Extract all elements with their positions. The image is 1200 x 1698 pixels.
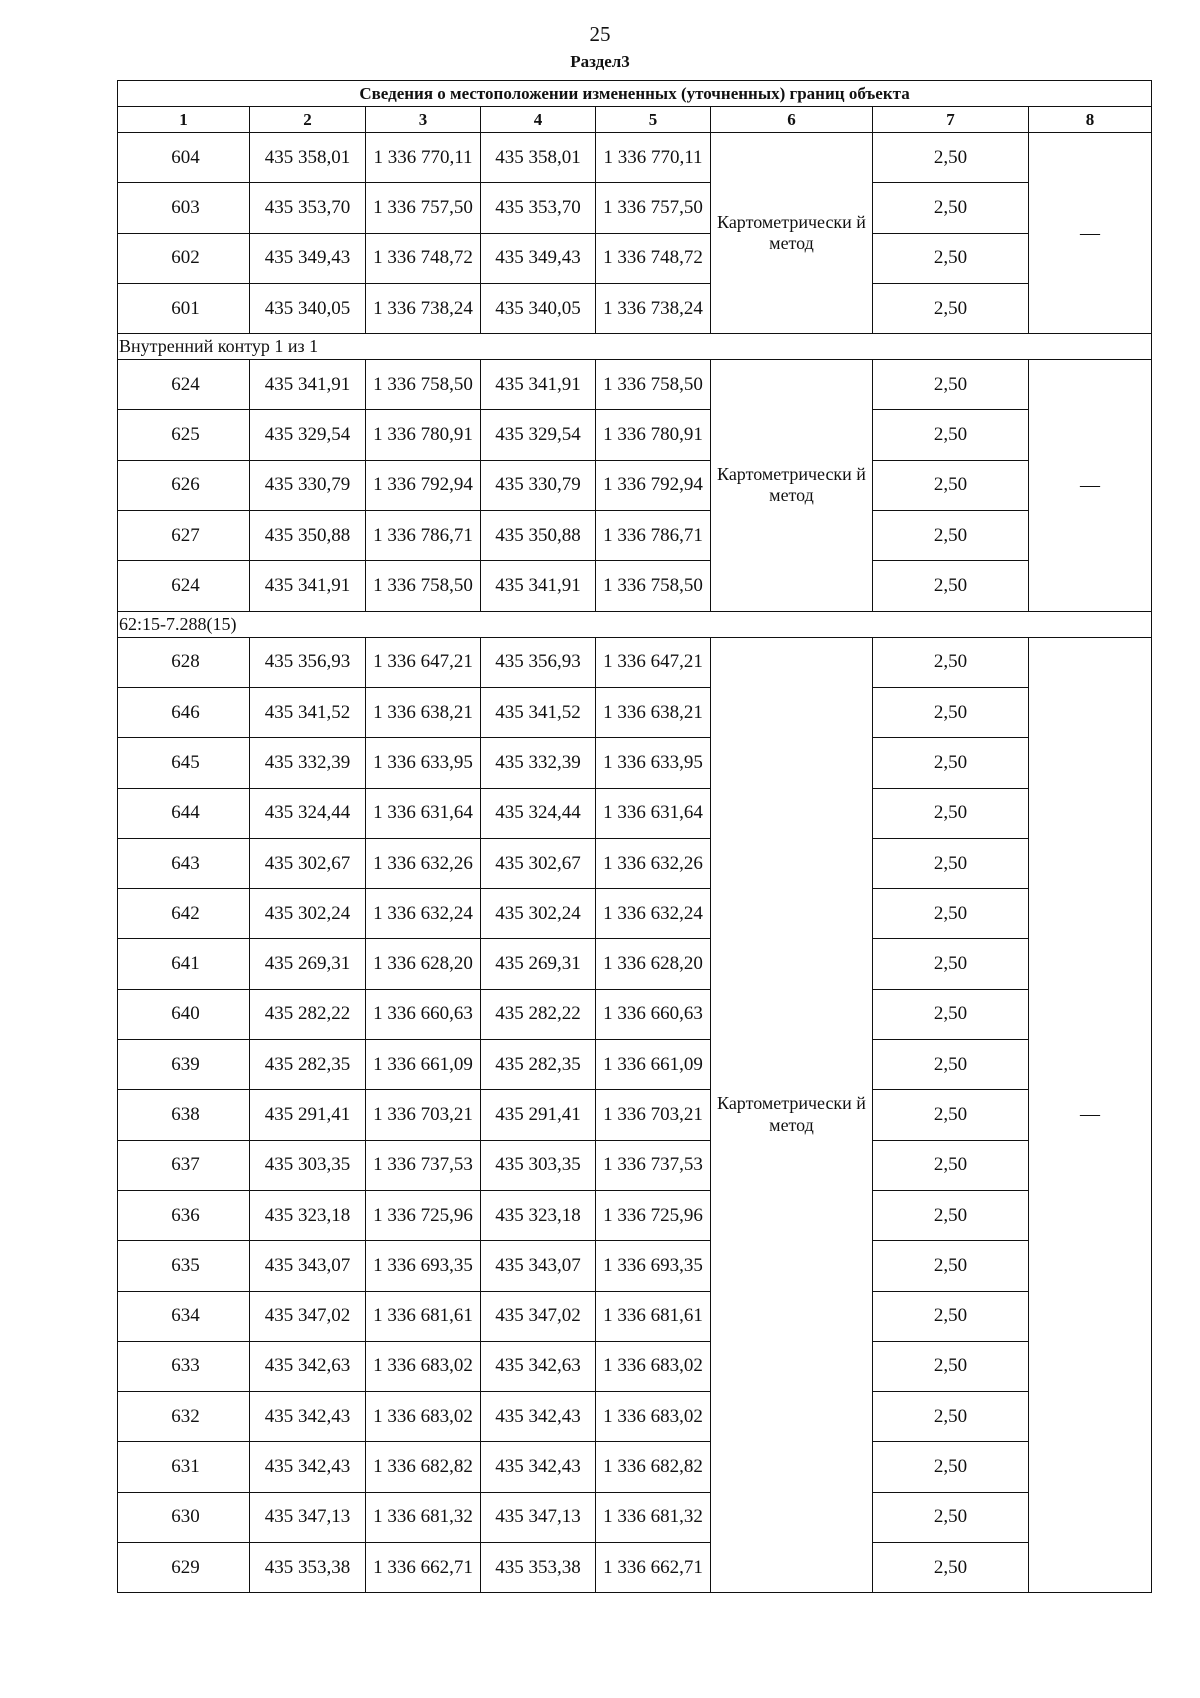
x-new-cell: 435 353,38	[481, 1543, 596, 1593]
y-new-cell: 1 336 757,50	[596, 183, 711, 233]
y-new-cell: 1 336 647,21	[596, 637, 711, 687]
y-existing-cell: 1 336 662,71	[366, 1543, 481, 1593]
point-number-cell: 634	[118, 1291, 250, 1341]
table-row	[118, 1241, 1152, 1291]
precision-cell: 2,50	[873, 989, 1029, 1039]
y-existing-cell: 1 336 786,71	[366, 511, 481, 561]
y-new-cell: 1 336 682,82	[596, 1442, 711, 1492]
x-new-cell: 435 341,91	[481, 561, 596, 611]
table-row	[118, 233, 1152, 283]
y-existing-cell: 1 336 632,24	[366, 889, 481, 939]
x-new-cell: 435 350,88	[481, 511, 596, 561]
column-header: 7	[873, 107, 1029, 133]
y-new-cell: 1 336 681,32	[596, 1492, 711, 1542]
x-new-cell: 435 332,39	[481, 738, 596, 788]
x-existing-cell: 435 342,43	[250, 1392, 366, 1442]
point-number-cell: 637	[118, 1140, 250, 1190]
table-row	[118, 637, 1152, 687]
point-number-cell: 639	[118, 1040, 250, 1090]
x-existing-cell: 435 353,38	[250, 1543, 366, 1593]
x-new-cell: 435 282,22	[481, 989, 596, 1039]
y-new-cell: 1 336 660,63	[596, 989, 711, 1039]
contour-label-row	[118, 611, 1152, 637]
y-existing-cell: 1 336 693,35	[366, 1241, 481, 1291]
point-number-cell: 624	[118, 561, 250, 611]
table-row	[118, 1341, 1152, 1391]
x-existing-cell: 435 356,93	[250, 637, 366, 687]
y-existing-cell: 1 336 638,21	[366, 687, 481, 737]
x-existing-cell: 435 323,18	[250, 1190, 366, 1240]
y-existing-cell: 1 336 758,50	[366, 360, 481, 410]
table-row	[118, 410, 1152, 460]
precision-cell: 2,50	[873, 838, 1029, 888]
precision-cell: 2,50	[873, 1291, 1029, 1341]
point-number-cell: 629	[118, 1543, 250, 1593]
table-row	[118, 511, 1152, 561]
y-existing-cell: 1 336 792,94	[366, 460, 481, 510]
y-new-cell: 1 336 780,91	[596, 410, 711, 460]
table-body	[118, 133, 1152, 1593]
y-existing-cell: 1 336 628,20	[366, 939, 481, 989]
y-existing-cell: 1 336 683,02	[366, 1392, 481, 1442]
point-number-cell: 632	[118, 1392, 250, 1442]
point-number-cell: 641	[118, 939, 250, 989]
x-existing-cell: 435 340,05	[250, 283, 366, 333]
x-new-cell: 435 353,70	[481, 183, 596, 233]
x-existing-cell: 435 332,39	[250, 738, 366, 788]
point-number-cell: 601	[118, 283, 250, 333]
table-row	[118, 1140, 1152, 1190]
x-existing-cell: 435 347,13	[250, 1492, 366, 1542]
x-existing-cell: 435 291,41	[250, 1090, 366, 1140]
y-existing-cell: 1 336 632,26	[366, 838, 481, 888]
point-number-cell: 638	[118, 1090, 250, 1140]
contour-label: 62:15-7.288(15)	[118, 611, 1152, 637]
y-new-cell: 1 336 725,96	[596, 1190, 711, 1240]
table-row	[118, 183, 1152, 233]
column-header: 6	[711, 107, 873, 133]
point-number-cell: 640	[118, 989, 250, 1039]
table-row	[118, 1291, 1152, 1341]
point-number-cell: 645	[118, 738, 250, 788]
table-row	[118, 989, 1152, 1039]
x-existing-cell: 435 269,31	[250, 939, 366, 989]
precision-cell: 2,50	[873, 1190, 1029, 1240]
table-row	[118, 687, 1152, 737]
method-cell: Картометрически й метод	[711, 637, 873, 1593]
y-new-cell: 1 336 628,20	[596, 939, 711, 989]
y-new-cell: 1 336 758,50	[596, 561, 711, 611]
precision-cell: 2,50	[873, 1140, 1029, 1190]
x-existing-cell: 435 282,35	[250, 1040, 366, 1090]
x-new-cell: 435 291,41	[481, 1090, 596, 1140]
table-row	[118, 738, 1152, 788]
point-number-cell: 624	[118, 360, 250, 410]
table-row	[118, 1492, 1152, 1542]
precision-cell: 2,50	[873, 410, 1029, 460]
x-existing-cell: 435 341,52	[250, 687, 366, 737]
column-header: 4	[481, 107, 596, 133]
y-existing-cell: 1 336 780,91	[366, 410, 481, 460]
x-new-cell: 435 349,43	[481, 233, 596, 283]
precision-cell: 2,50	[873, 738, 1029, 788]
table-row	[118, 838, 1152, 888]
point-number-cell: 644	[118, 788, 250, 838]
point-number-cell: 603	[118, 183, 250, 233]
point-number-cell: 628	[118, 637, 250, 687]
x-new-cell: 435 342,43	[481, 1392, 596, 1442]
precision-cell: 2,50	[873, 788, 1029, 838]
y-new-cell: 1 336 632,26	[596, 838, 711, 888]
table-row	[118, 1190, 1152, 1240]
point-number-cell: 646	[118, 687, 250, 737]
y-new-cell: 1 336 683,02	[596, 1392, 711, 1442]
y-existing-cell: 1 336 647,21	[366, 637, 481, 687]
y-new-cell: 1 336 758,50	[596, 360, 711, 410]
precision-cell: 2,50	[873, 1090, 1029, 1140]
x-existing-cell: 435 341,91	[250, 561, 366, 611]
point-number-cell: 626	[118, 460, 250, 510]
point-number-cell: 602	[118, 233, 250, 283]
y-new-cell: 1 336 786,71	[596, 511, 711, 561]
x-new-cell: 435 323,18	[481, 1190, 596, 1240]
precision-cell: 2,50	[873, 1241, 1029, 1291]
precision-cell: 2,50	[873, 1442, 1029, 1492]
x-existing-cell: 435 282,22	[250, 989, 366, 1039]
page-number: 25	[589, 22, 611, 46]
x-new-cell: 435 347,13	[481, 1492, 596, 1542]
method-cell: Картометрически й метод	[711, 360, 873, 611]
x-new-cell: 435 356,93	[481, 637, 596, 687]
table-row	[118, 283, 1152, 333]
x-existing-cell: 435 342,63	[250, 1341, 366, 1391]
method-cell: Картометрически й метод	[711, 133, 873, 334]
y-new-cell: 1 336 748,72	[596, 233, 711, 283]
x-new-cell: 435 347,02	[481, 1291, 596, 1341]
x-new-cell: 435 302,67	[481, 838, 596, 888]
precision-cell: 2,50	[873, 561, 1029, 611]
y-new-cell: 1 336 631,64	[596, 788, 711, 838]
y-existing-cell: 1 336 737,53	[366, 1140, 481, 1190]
x-new-cell: 435 269,31	[481, 939, 596, 989]
boundary-coordinates-table	[117, 80, 1152, 1593]
precision-cell: 2,50	[873, 233, 1029, 283]
precision-cell: 2,50	[873, 1492, 1029, 1542]
y-new-cell: 1 336 638,21	[596, 687, 711, 737]
x-new-cell: 435 329,54	[481, 410, 596, 460]
note-cell: —	[1029, 637, 1152, 1593]
y-existing-cell: 1 336 660,63	[366, 989, 481, 1039]
x-existing-cell: 435 342,43	[250, 1442, 366, 1492]
column-header: 8	[1029, 107, 1152, 133]
y-existing-cell: 1 336 631,64	[366, 788, 481, 838]
table-row	[118, 561, 1152, 611]
point-number-cell: 630	[118, 1492, 250, 1542]
x-existing-cell: 435 302,24	[250, 889, 366, 939]
y-new-cell: 1 336 632,24	[596, 889, 711, 939]
x-new-cell: 435 341,52	[481, 687, 596, 737]
point-number-cell: 636	[118, 1190, 250, 1240]
x-existing-cell: 435 358,01	[250, 133, 366, 183]
x-new-cell: 435 340,05	[481, 283, 596, 333]
x-new-cell: 435 324,44	[481, 788, 596, 838]
x-new-cell: 435 342,63	[481, 1341, 596, 1391]
x-new-cell: 435 341,91	[481, 360, 596, 410]
x-existing-cell: 435 347,02	[250, 1291, 366, 1341]
y-existing-cell: 1 336 757,50	[366, 183, 481, 233]
table-row	[118, 939, 1152, 989]
x-existing-cell: 435 303,35	[250, 1140, 366, 1190]
column-header: 3	[366, 107, 481, 133]
table-row	[118, 360, 1152, 410]
y-new-cell: 1 336 633,95	[596, 738, 711, 788]
y-existing-cell: 1 336 682,82	[366, 1442, 481, 1492]
y-existing-cell: 1 336 703,21	[366, 1090, 481, 1140]
x-existing-cell: 435 353,70	[250, 183, 366, 233]
y-new-cell: 1 336 661,09	[596, 1040, 711, 1090]
point-number-cell: 627	[118, 511, 250, 561]
x-new-cell: 435 343,07	[481, 1241, 596, 1291]
x-existing-cell: 435 349,43	[250, 233, 366, 283]
point-number-cell: 625	[118, 410, 250, 460]
table-row	[118, 133, 1152, 183]
y-existing-cell: 1 336 770,11	[366, 133, 481, 183]
y-new-cell: 1 336 693,35	[596, 1241, 711, 1291]
precision-cell: 2,50	[873, 687, 1029, 737]
precision-cell: 2,50	[873, 939, 1029, 989]
x-existing-cell: 435 329,54	[250, 410, 366, 460]
column-header: 1	[118, 107, 250, 133]
point-number-cell: 631	[118, 1442, 250, 1492]
point-number-cell: 635	[118, 1241, 250, 1291]
column-header: 2	[250, 107, 366, 133]
table-row	[118, 1090, 1152, 1140]
x-existing-cell: 435 341,91	[250, 360, 366, 410]
precision-cell: 2,50	[873, 511, 1029, 561]
precision-cell: 2,50	[873, 360, 1029, 410]
precision-cell: 2,50	[873, 133, 1029, 183]
y-new-cell: 1 336 792,94	[596, 460, 711, 510]
x-existing-cell: 435 350,88	[250, 511, 366, 561]
contour-label-row	[118, 334, 1152, 360]
note-cell: —	[1029, 133, 1152, 334]
point-number-cell: 643	[118, 838, 250, 888]
x-new-cell: 435 302,24	[481, 889, 596, 939]
table-row	[118, 1392, 1152, 1442]
x-new-cell: 435 330,79	[481, 460, 596, 510]
precision-cell: 2,50	[873, 637, 1029, 687]
point-number-cell: 604	[118, 133, 250, 183]
precision-cell: 2,50	[873, 183, 1029, 233]
precision-cell: 2,50	[873, 1392, 1029, 1442]
precision-cell: 2,50	[873, 460, 1029, 510]
y-existing-cell: 1 336 661,09	[366, 1040, 481, 1090]
x-new-cell: 435 358,01	[481, 133, 596, 183]
x-new-cell: 435 342,43	[481, 1442, 596, 1492]
point-number-cell: 633	[118, 1341, 250, 1391]
table-row	[118, 1543, 1152, 1593]
x-new-cell: 435 303,35	[481, 1140, 596, 1190]
section-title: Раздел3	[570, 52, 630, 71]
y-existing-cell: 1 336 738,24	[366, 283, 481, 333]
y-new-cell: 1 336 738,24	[596, 283, 711, 333]
precision-cell: 2,50	[873, 889, 1029, 939]
y-new-cell: 1 336 683,02	[596, 1341, 711, 1391]
y-existing-cell: 1 336 748,72	[366, 233, 481, 283]
y-existing-cell: 1 336 681,61	[366, 1291, 481, 1341]
precision-cell: 2,50	[873, 283, 1029, 333]
precision-cell: 2,50	[873, 1040, 1029, 1090]
x-existing-cell: 435 302,67	[250, 838, 366, 888]
contour-label: Внутренний контур 1 из 1	[118, 334, 1152, 360]
y-existing-cell: 1 336 683,02	[366, 1341, 481, 1391]
column-number-row	[118, 107, 1152, 133]
note-cell: —	[1029, 360, 1152, 611]
table-row	[118, 788, 1152, 838]
table-row	[118, 460, 1152, 510]
y-new-cell: 1 336 662,71	[596, 1543, 711, 1593]
y-existing-cell: 1 336 633,95	[366, 738, 481, 788]
point-number-cell: 642	[118, 889, 250, 939]
y-new-cell: 1 336 703,21	[596, 1090, 711, 1140]
y-existing-cell: 1 336 681,32	[366, 1492, 481, 1542]
x-existing-cell: 435 330,79	[250, 460, 366, 510]
column-header: 5	[596, 107, 711, 133]
y-new-cell: 1 336 770,11	[596, 133, 711, 183]
table-row	[118, 1442, 1152, 1492]
y-new-cell: 1 336 737,53	[596, 1140, 711, 1190]
table-row	[118, 1040, 1152, 1090]
table-title: Сведения о местоположении измененных (уточненных) границ объекта	[118, 81, 1152, 107]
table-row	[118, 889, 1152, 939]
y-existing-cell: 1 336 758,50	[366, 561, 481, 611]
precision-cell: 2,50	[873, 1543, 1029, 1593]
x-existing-cell: 435 343,07	[250, 1241, 366, 1291]
x-new-cell: 435 282,35	[481, 1040, 596, 1090]
x-existing-cell: 435 324,44	[250, 788, 366, 838]
precision-cell: 2,50	[873, 1341, 1029, 1391]
y-new-cell: 1 336 681,61	[596, 1291, 711, 1341]
y-existing-cell: 1 336 725,96	[366, 1190, 481, 1240]
